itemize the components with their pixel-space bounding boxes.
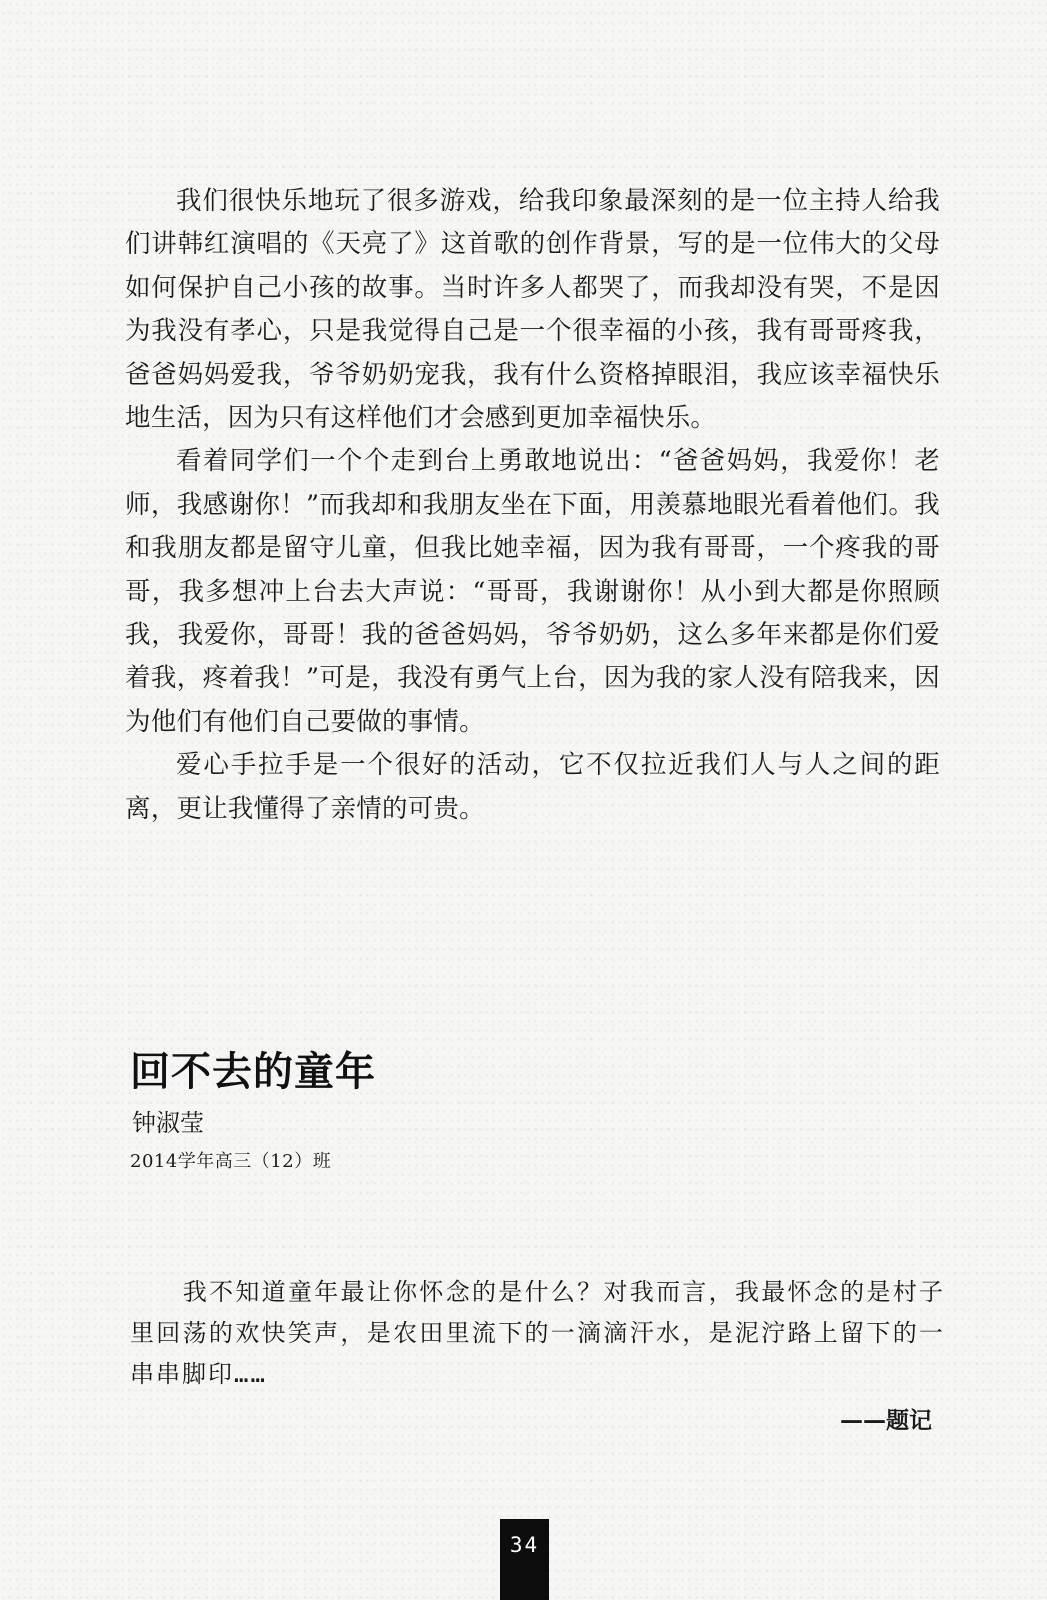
paragraph: 我们很快乐地玩了很多游戏，给我印象最深刻的是一位主持人给我们讲韩红演唱的《天亮了》这首歌的创作背景，写的是一位伟大的父母如何保护自己小孩的故事。当时许多人都哭了，而我却没有哭，不是因为我没有孝心，只是我觉得自己是一个很幸福的小孩，我有哥哥疼我，爸爸妈妈爱我，爷爷奶奶宠我，我有什么资格掉眼泪，我应该幸福快乐地生活，因为只有这样他们才会感到更加幸福快乐。 [125,186,940,434]
article-title: 回不去的童年 [130,1049,376,1095]
epigraph-text: 我不知道童年最让你怀念的是什么？对我而言，我最怀念的是村子里回荡的欢快笑声，是农田里流下的一滴滴汗水，是泥泞路上留下的一串串脚印…… [130,1278,945,1388]
paragraph: 看着同学们一个个走到台上勇敢地说出：“爸爸妈妈，我爱你！老师，我感谢你！”而我却和我朋友坐在下面，用羡慕地眼光看着他们。我和我朋友都是留守儿童，但我比她幸福，因为我有哥哥，一个疼我的哥哥，我多想冲上台去大声说：“哥哥，我谢谢你！从小到大都是你照顾我，我爱你，哥哥！我的爸爸妈妈，爷爷奶奶，这么多年来都是你们爱着我，疼着我！”可是，我没有勇气上台，因为我的家人没有陪我来，因为他们有他们自己要做的事情。 [125,446,940,737]
author-class: 2014学年高三（12）班 [130,1151,332,1172]
previous-essay-body [125,180,940,831]
paragraph: 爱心手拉手是一个很好的活动，它不仅拉近我们人与人之间的距离，更让我懂得了亲情的可贵。 [125,750,940,824]
epigraph [130,1272,945,1395]
article-author: 钟淑莹 [132,1109,204,1137]
page-number-tab [500,1519,549,1600]
page-number: 34 [509,1533,540,1557]
epigraph-inscription: ——题记 [840,1408,932,1434]
